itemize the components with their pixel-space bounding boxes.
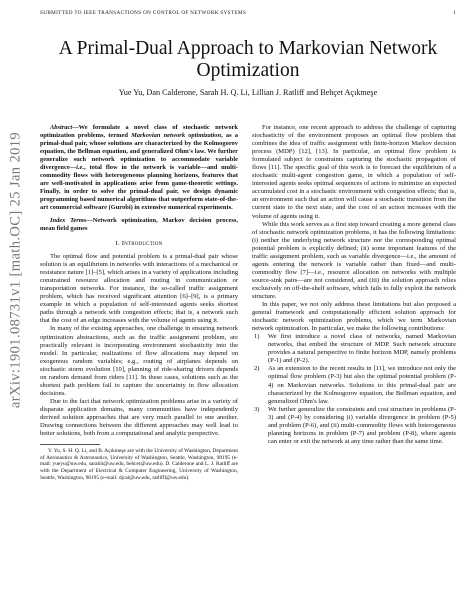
journal-name: SUBMITTED TO IEEE TRANSACTIONS ON CONTROL OF NETWORK SYSTEMS — [40, 10, 247, 16]
author-affiliation-footnote: Y. Yu, S. H. Q. Li, and B. Açıkmeşe are with the University of Washington, Department of Aeronautics & Astronautics, University of Washington, Seattle, Washington, 98195 (e-mail: yueyu@uw.edu, sarahli@uw.edu, behcet@uw.edu). D. Calderone and L. J. Ratliff are with the Department of Electrical & Computer Engineering, University of Washington, Seattle, Washington, 98195 (e-mail: djcal@uw.edu, ratliffl@uw.edu). — [40, 448, 238, 481]
page-number: 1 — [453, 10, 456, 16]
footnote-rule — [40, 444, 100, 445]
arxiv-identifier[interactable]: arXiv:1901.08731v1 [math.OC] 25 Jan 2019 — [7, 131, 24, 409]
body-paragraph: The optimal flow and potential problem is a primal-dual pair whose solution is an equilibrium in networks with interactions of a mechanical or resistance nature [1]–[5], which arises in a variety of applications including constrained resource allocation and routing in communication or transportation networks. For instance, the so-called traffic assignment problem, which has received significant attention [6]–[9], is a primary example in which a population of self-interested agents seeks shortest paths through a network with congestion effects; that is, a network such that the cost of an edge increases with the volume of agents using it. — [40, 253, 238, 325]
list-item: 3) We further generalize the constraints and cost structure in problems (P-3) and (P-4) by considering (i) variable divergence in problem (P-5) and problem (P-6), and (ii) multi-commodity flows with heterogeneous planning horizons in problem (P-7) and problem (P-8), where agents can enter or exit the network at any time rather than the same time. — [254, 405, 456, 445]
list-item: 1) We first introduce a novel class of networks, named Markovian networks, that embed the structure of MDP. Such network structure provides a natural perspective to finite horizon MDP, namely problems (P-1) and (P-2). — [254, 333, 456, 365]
arxiv-sidebar — [8, 80, 24, 460]
right-column — [252, 124, 456, 446]
abstract: Abstract—We formulate a novel class of stochastic network optimization problems, termed Markovian network optimization, as a primal-dual pair, whose solutions are characterized by the Kolmogorov equation, the Bellman equation, and generalized Ohm's law. We further generalize such network optimization to accommodate variable divergence—i.e., total flow in the network is variable—and multi-commodity flows with heterogeneous planning horizons, features that are well-motivated in applications arise from game-theoretic settings. Finally, in order to solve the primal-dual pair, we design dynamic programming based numerical algorithms that outperform state-of-the-art commercial software (Gurobi) in extensive numerical experiments. — [40, 124, 238, 211]
left-column — [40, 124, 238, 481]
abstract-label: Abstract — [50, 124, 73, 131]
body-paragraph: For instance, one recent approach to address the challenge of capturing stochasticity of the environment proposes an optimal flow problem that combines the idea of traffic assignment with finite-horizon Markov decision process (MDP) [12], [13]. In particular, an optimal flow problem is formulated subject to constraints capturing the stochastic propagation of flows [11]. The specific goal of this work is to forecast the equilibrium of a stochastic multi-agent congestion game, in which a population of self-interested agents seeks optimal sequences of actions to minimize an expected accumulated cost in a stochastic environment with congestion effects; that is, an environment such that an action will cause a stochastic transition from the current state to the next state, and the cost of an action increases with the volume of agents using it. — [252, 124, 456, 220]
list-item: 2) As an extension to the recent results in [11], we introduce not only the optimal flow problem (P-3) but also the optimal potential problem (P-4) on Markovian networks. Solutions to this primal-dual pair are characterized by the Kolmogorov equation, the Bellman equation, and generalized Ohm's law. — [254, 365, 456, 405]
body-paragraph: While this work serves as a first step toward creating a more general class of stochastic network optimization problems, it has the following limitations: (i) neither the underlying network structure nor the corresponding optimal potential problem is explicitly defined; (ii) some important features of the traffic assignment problem, such as variable divergence—i.e., the amount of agents entering the network is variable rather than fixed—and multi-commodity flow [7]—i.e., resource allocation on networks with multiple source-sink pairs—are not considered, and (iii) the solution approach relies exclusively on off-the-shelf software, which fails to fully exploit the network structure. — [252, 220, 456, 300]
index-terms: Index Terms—Network optimization, Markov decision process, mean field games — [40, 217, 238, 232]
author-list: Yue Yu, Dan Calderone, Sarah H. Q. Li, Lillian J. Ratliff and Behçet Açıkmeşe — [118, 88, 378, 97]
running-header — [40, 10, 456, 20]
contribution-list — [252, 333, 456, 446]
body-paragraph: In this paper, we not only address these limitations but also proposed a general framework and computationally efficient solution approach for stochastic network optimization problems, which we term Markovian network optimization. In particular, we make the following contributions: — [252, 301, 456, 333]
paper-title: A Primal-Dual Approach to Markovian Network Optimization — [58, 38, 438, 81]
body-paragraph: In many of the existing approaches, one challenge in ensuring network optimization abstractions, such as the traffic assignment problem, are practically relevant is incorporating environment stochasticity into the model. In particular, realizations of flow allocations may depend on exogenous random variables; e.g., routing of airplanes depends on stochastic storm evolution [10], planning of ride-sharing drivers depends on random demand from riders [11]. In these cases, solutions such as the shortest path problem fail to capture the uncertainty in flow allocation decisions. — [40, 325, 238, 397]
section-heading: I. Introduction — [115, 240, 163, 247]
body-paragraph: Due to the fact that network optimization problems arise in a variety of disparate application domains, many communities have independently derived solution approaches that are very much parallel to one another. Drawing connections between the different approaches may well lead to better solutions, both from a computational and analytic perspective. — [40, 397, 238, 438]
index-terms-label: Index Terms — [50, 217, 87, 224]
